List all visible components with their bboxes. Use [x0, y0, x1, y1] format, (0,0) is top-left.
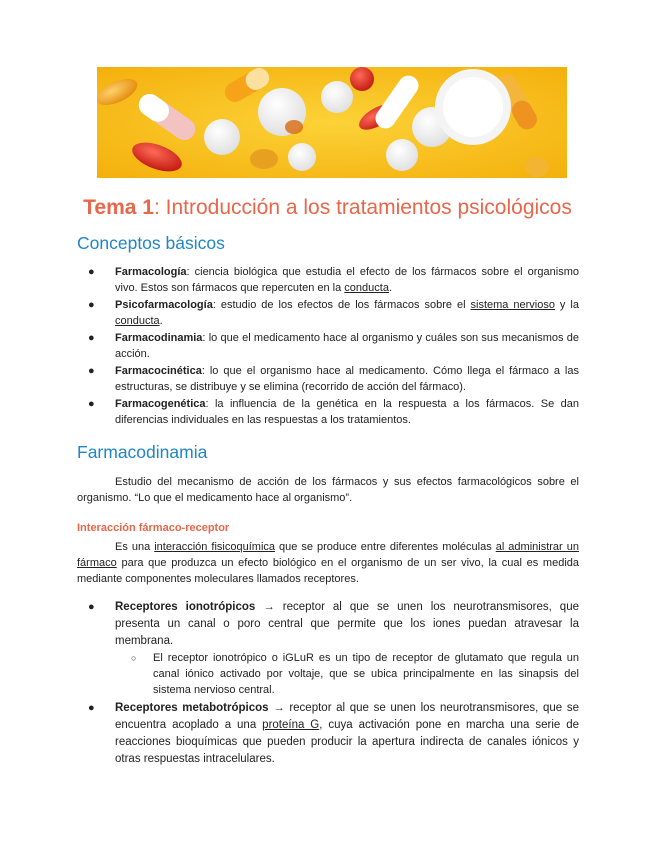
- sub-list-item: [115, 650, 579, 698]
- circle-bullet-icon: ○: [131, 653, 137, 663]
- link-proteina-g[interactable]: proteína G: [262, 719, 320, 731]
- subheading-interaccion: Interacción fármaco-receptor: [77, 522, 230, 534]
- sub-list: [115, 650, 579, 698]
- term: Farmacología: [115, 266, 187, 278]
- definition: : ciencia biológica que estudia el efecto de los fármacos sobre el organismo vivo. Estos son fármacos que repercuten en la: [115, 266, 579, 294]
- definition-mid: y la: [554, 299, 579, 311]
- bullet-icon: ●: [88, 702, 95, 714]
- definition: : lo que el organismo hace al medicamento. Cómo llega el fármaco a las estructuras, se distribuye y se elimina (recorrido de acción del fármaco).: [115, 365, 579, 393]
- list-item: [77, 330, 579, 362]
- link-conducta[interactable]: conducta: [115, 315, 160, 327]
- link-interaccion-fisicoquimica[interactable]: interacción fisicoquímica: [154, 541, 276, 553]
- farmacodinamia-paragraph: Estudio del mecanismo de acción de los fármacos y sus efectos farmacológicos sobre el organismo. “Lo que el medicamento hace al organismo”.: [77, 476, 579, 504]
- term: Receptores ionotrópicos: [115, 601, 256, 613]
- definition-end: .: [388, 282, 393, 294]
- term: Farmacodinamia: [115, 332, 203, 344]
- list-item: [77, 599, 579, 698]
- definition: : lo que el medicamento hace al organismo y cuáles son sus mecanismos de acción.: [115, 332, 579, 360]
- text: para que produzca un efecto biológico en el organismo de un ser vivo, la cual es medida mediante componentes moleculares llamados receptores.: [77, 557, 579, 585]
- link-conducta[interactable]: conducta: [344, 282, 389, 294]
- definition: : la influencia de la genética en la respuesta a los fármacos. Se dan diferencias individuales en las respuestas a los tratamientos.: [115, 398, 579, 426]
- bullet-icon: ●: [88, 398, 95, 410]
- text: que se produce entre diferentes moléculas: [275, 541, 496, 553]
- term: Farmacogenética: [115, 398, 206, 410]
- link-sistema-nervioso[interactable]: sistema nervioso: [470, 299, 555, 311]
- definition-end: , cuya activación pone en marcha una serie de reacciones bioquímicas que pueden producir la apertura indirecta de canales iónicos y otras respuestas intracelulares.: [115, 719, 580, 765]
- definition: : estudio de los efectos de los fármacos sobre el: [212, 299, 471, 311]
- definition: → receptor al que se unen los neurotransmisores, que presenta un canal o poro central que permite que los iones puedan atravesar la membrana.: [115, 601, 579, 647]
- title-rest: : Introducción a los tratamientos psicológicos: [153, 196, 572, 219]
- list-item: [77, 700, 579, 768]
- heading-farmacodinamia: Farmacodinamia: [77, 442, 208, 462]
- term: Psicofarmacología: [115, 299, 213, 311]
- definition-end: .: [159, 315, 163, 327]
- list-item: [77, 363, 579, 395]
- term: Receptores metabotrópicos: [115, 702, 269, 714]
- bullet-icon: ●: [88, 365, 95, 377]
- bullet-icon: ●: [88, 601, 95, 613]
- page-title: [0, 196, 655, 220]
- bullet-icon: ●: [88, 332, 95, 344]
- definition: → receptor al que se unen los neurotransmisores, que se encuentra acoplado a una: [115, 702, 579, 731]
- receptores-list: [77, 599, 579, 770]
- text: Es una: [115, 541, 155, 553]
- sub-definition: El receptor ionotrópico o iGLuR es un tipo de receptor de glutamato que regula un canal iónico activado por voltaje, que se ubica principalmente en las sinapsis del sistema nervioso central.: [153, 652, 579, 696]
- interaccion-paragraph: [77, 539, 579, 587]
- title-prefix: Tema 1: [83, 196, 154, 219]
- heading-conceptos: Conceptos básicos: [77, 233, 225, 253]
- conceptos-list: [77, 264, 579, 429]
- list-item: [77, 396, 579, 428]
- link-administrar-farmaco[interactable]: al administrar un fármaco: [77, 541, 579, 569]
- term: Farmacocinética: [115, 365, 202, 377]
- list-item: [77, 264, 579, 296]
- list-item: [77, 297, 579, 329]
- bullet-icon: ●: [88, 266, 95, 278]
- pills-image: [97, 67, 567, 178]
- bullet-icon: ●: [88, 299, 95, 311]
